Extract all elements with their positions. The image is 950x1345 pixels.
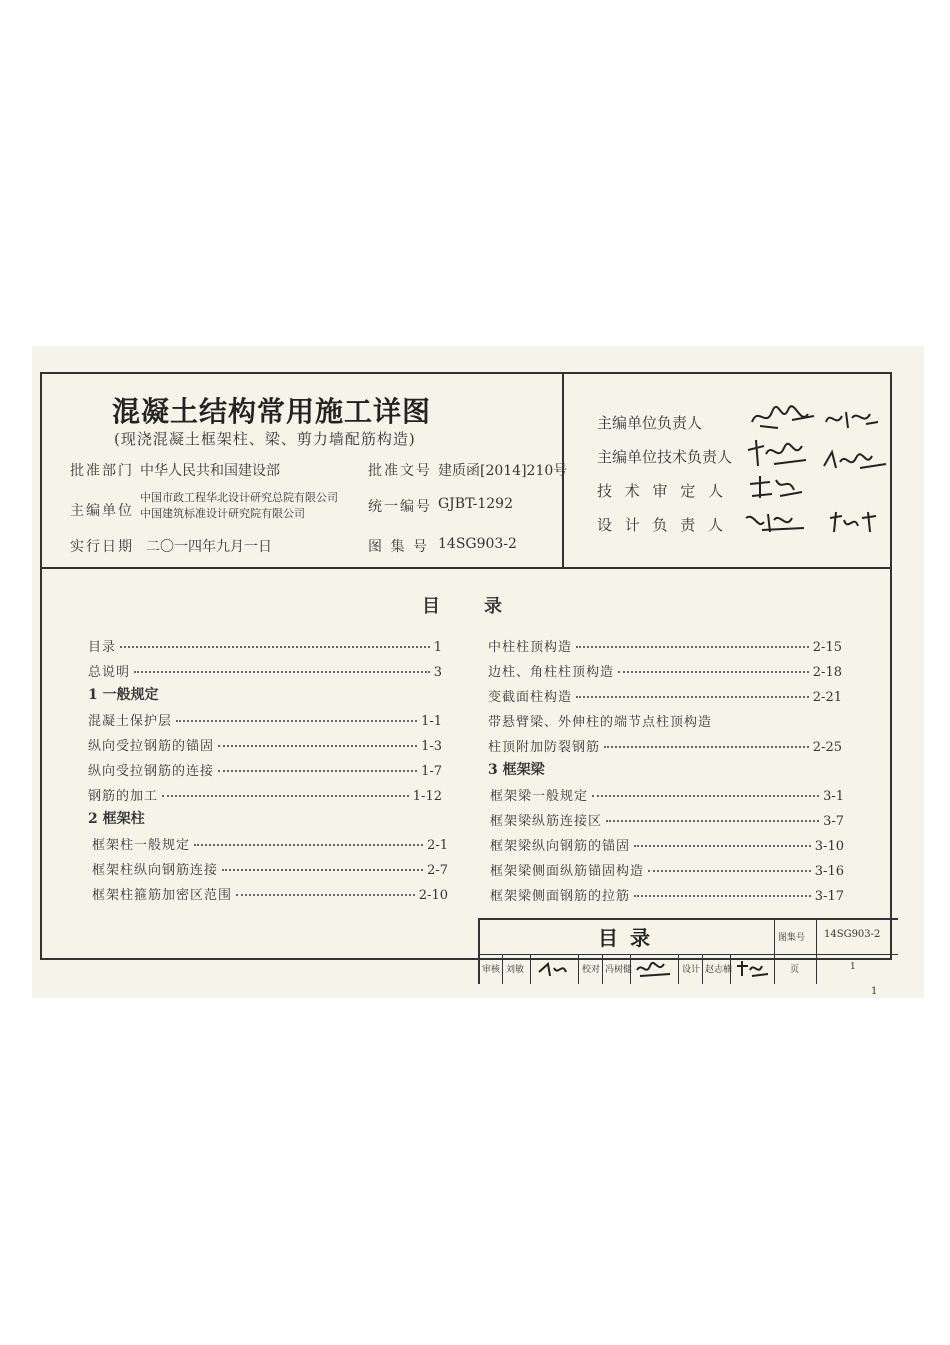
title-block	[478, 918, 898, 984]
signature-6	[742, 508, 812, 538]
toc-entry[interactable]: 混凝土保护层 1-1	[88, 714, 442, 729]
toc-entry-heading[interactable]: 带悬臂梁、外伸柱的端节点柱顶构造	[488, 715, 713, 730]
toc-heading: 目录	[422, 596, 546, 617]
role-tech-chief: 主编单位技术负责人	[597, 448, 733, 466]
signature-2	[822, 404, 882, 434]
toc-entry[interactable]: 目录 1	[88, 640, 442, 655]
approval-doc: 建质函[2014]210号	[438, 463, 568, 479]
toc-entry[interactable]: 框架柱一般规定 2-1	[92, 838, 448, 853]
review-label: 审核	[482, 965, 501, 975]
toc-entry[interactable]: 中柱柱顶构造 2-15	[488, 640, 842, 655]
toc-entry[interactable]: 框架梁侧面钢筋的拉筋 3-17	[490, 889, 844, 904]
check-signature	[634, 958, 674, 980]
toc-entry[interactable]: 框架柱箍筋加密区范围 2-10	[92, 888, 448, 903]
design-label: 设计	[682, 965, 701, 975]
review-signature	[536, 958, 574, 980]
editor-unit-1: 中国市政工程华北设计研究总院有限公司	[140, 491, 338, 504]
page-label: 页	[790, 965, 800, 975]
atlas-label: 图集号	[778, 933, 806, 943]
toc-entry[interactable]: 边柱、角柱柱顶构造 2-18	[488, 665, 842, 680]
review-name: 刘敏	[506, 965, 525, 975]
toc-entry[interactable]: 框架梁纵筋连接区 3-7	[490, 814, 844, 829]
check-label: 校对	[582, 965, 601, 975]
document-subtitle: (现浇混凝土框架柱、梁、剪力墙配筋构造)	[114, 430, 416, 448]
toc-entry[interactable]: 柱顶附加防裂钢筋 2-25	[488, 740, 842, 755]
toc-entry[interactable]: 框架梁侧面纵筋锚固构造 3-16	[490, 864, 844, 879]
effective-date-label: 实行日期	[70, 539, 134, 555]
toc-section: 2 框架柱	[88, 811, 145, 827]
approval-dept-label: 批准部门	[70, 463, 134, 479]
design-name: 赵志楠	[705, 965, 733, 975]
document-title: 混凝土结构常用施工详图	[112, 395, 432, 428]
approval-doc-label: 批准文号	[368, 463, 432, 479]
approval-dept: 中华人民共和国建设部	[140, 463, 280, 479]
toc-entry[interactable]: 纵向受拉钢筋的锚固 1-3	[88, 739, 442, 754]
title-block-title: 目录	[598, 926, 662, 950]
toc-entry[interactable]: 框架梁纵向钢筋的锚固 3-10	[490, 839, 844, 854]
toc-entry[interactable]: 变截面柱构造 2-21	[488, 690, 842, 705]
sheet-page-number: 1	[871, 986, 878, 997]
signature-3	[744, 436, 814, 470]
atlas-no: 14SG903-2	[438, 536, 517, 552]
title-block-atlas-no: 14SG903-2	[824, 929, 881, 940]
atlas-no-label: 图 集 号	[368, 539, 429, 555]
editor-unit-2: 中国建筑标准设计研究院有限公司	[140, 507, 305, 520]
design-signature	[734, 958, 772, 980]
toc-entry[interactable]: 纵向受拉钢筋的连接 1-7	[88, 764, 442, 779]
signature-5	[746, 472, 806, 502]
unified-no: GJBT-1292	[438, 496, 513, 512]
effective-date: 二〇一四年九月一日	[146, 539, 272, 555]
role-design-lead: 设 计 负 责 人	[597, 516, 728, 534]
signature-4	[820, 446, 890, 476]
role-chief-editor: 主编单位负责人	[597, 414, 703, 432]
drawing-sheet	[32, 346, 924, 998]
toc-entry[interactable]: 钢筋的加工 1-12	[88, 789, 442, 804]
editor-unit-label: 主编单位	[70, 503, 134, 519]
header-divider	[42, 567, 890, 569]
toc-entry[interactable]: 框架梁一般规定 3-1	[490, 789, 844, 804]
role-tech-reviewer: 技 术 审 定 人	[597, 482, 728, 500]
sheet-frame	[40, 372, 892, 975]
signature-1	[748, 402, 818, 434]
signature-7	[826, 508, 882, 538]
toc-entry[interactable]: 框架柱纵向钢筋连接 2-7	[92, 863, 448, 878]
toc-entry[interactable]: 总说明 3	[88, 665, 442, 680]
check-name: 冯树健	[605, 965, 633, 975]
toc-section: 3 框架梁	[488, 762, 545, 778]
page-no: 1	[850, 962, 856, 972]
toc-section: 1 一般规定	[88, 687, 159, 703]
unified-no-label: 统一编号	[368, 499, 432, 515]
